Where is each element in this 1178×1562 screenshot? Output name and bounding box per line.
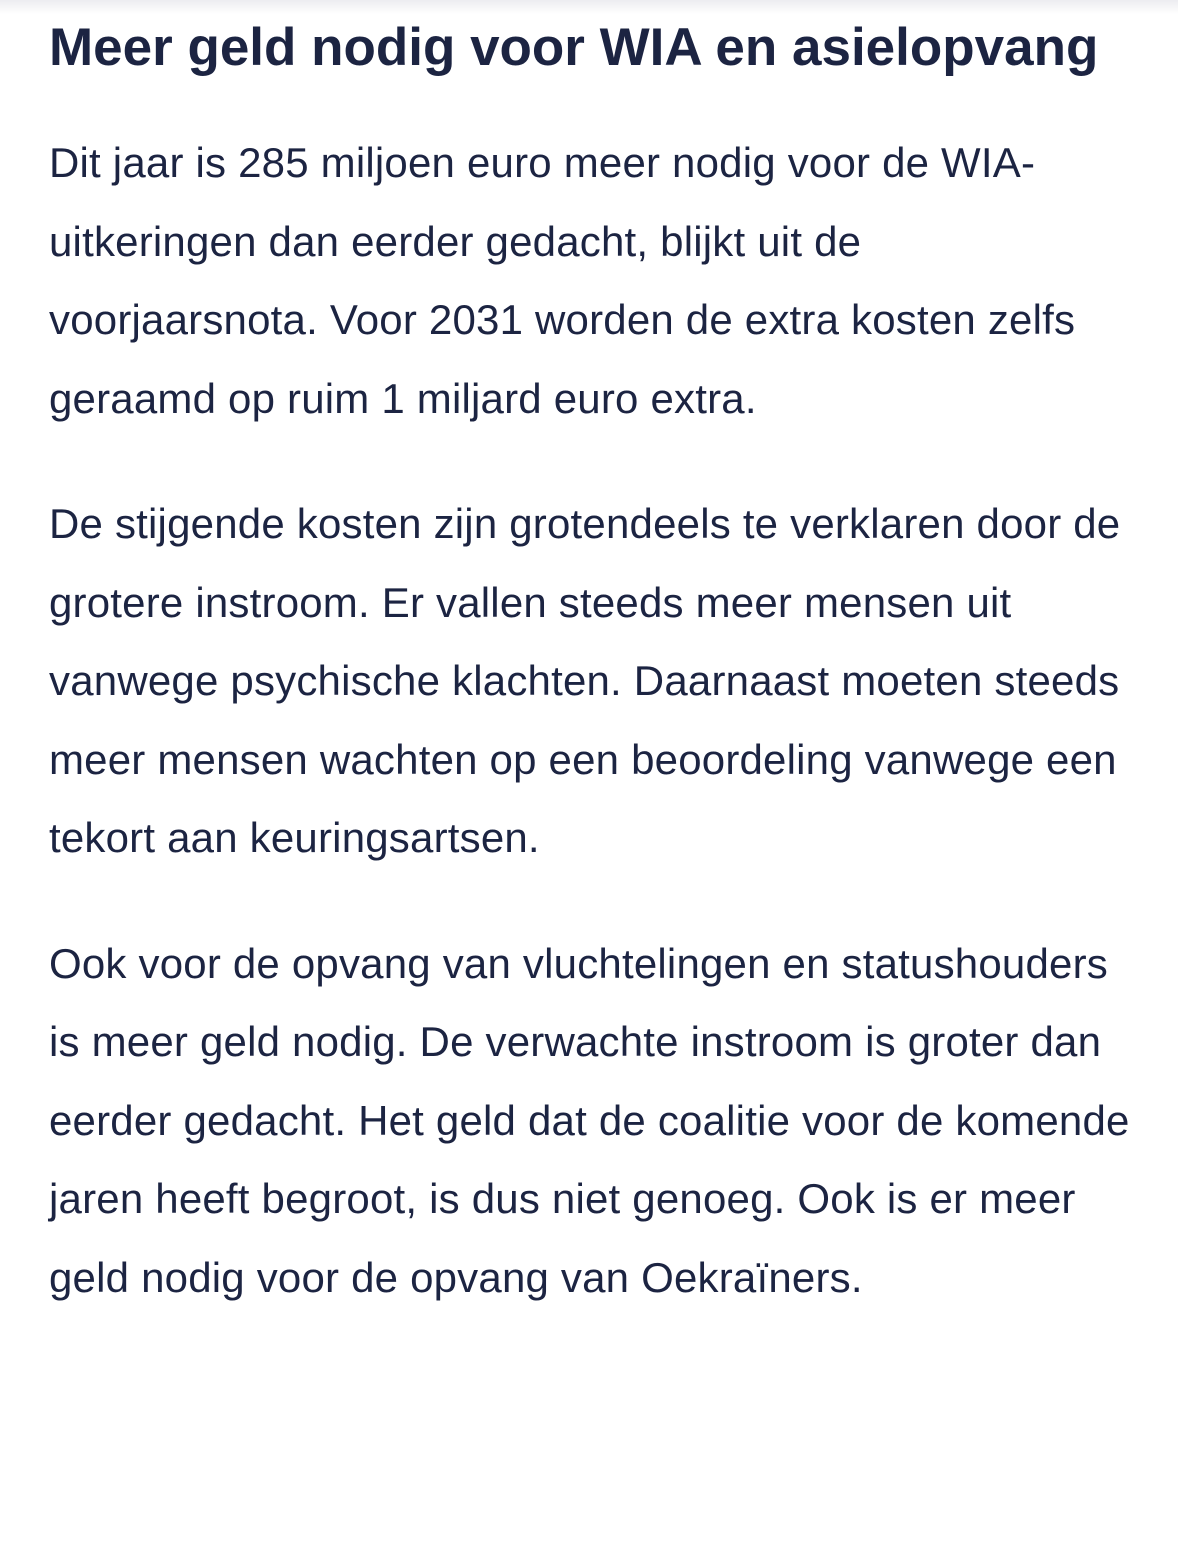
news-article <box>49 16 1139 1317</box>
article-paragraph-wia: Dit jaar is 285 miljoen euro meer nodig voor de WIA-uitkeringen dan eerder gedacht, blijkt uit de voorjaarsnota. Voor 2031 worden de extra kosten zelfs geraamd op ruim 1 miljard euro extra. <box>49 139 1076 422</box>
article-paragraph-asylum: Ook voor de opvang van vluchtelingen en statushouders is meer geld nodig. De verwachte instroom is groter dan eerder gedacht. Het geld dat de coalitie voor de komende jaren heeft begroot, is dus niet genoeg. Ook is er meer geld nodig voor de opvang van Oekraïners. <box>49 939 1130 1301</box>
top-edge-shadow <box>0 0 1178 14</box>
article-headline: Meer geld nodig voor WIA en asielopvang <box>49 18 1099 77</box>
article-paragraph-causes: De stijgende kosten zijn grotendeels te verklaren door de grotere instroom. Er vallen steeds meer mensen uit vanwege psychische klachten. Daarnaast moeten steeds meer mensen wachten op een beoordeling vanwege een tekort aan keuringsartsen. <box>49 500 1121 861</box>
